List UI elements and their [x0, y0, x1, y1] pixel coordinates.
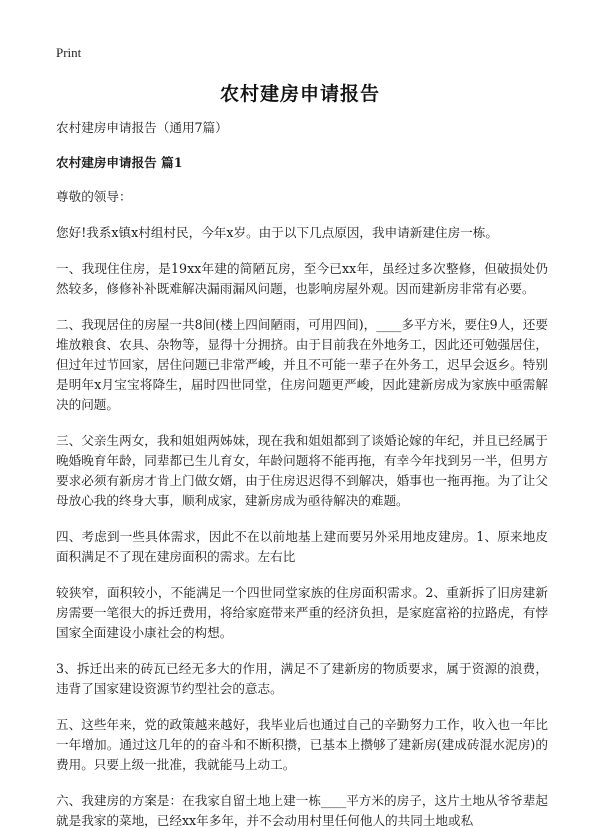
- paragraph-reason-2: 二、我现居住的房屋一共8间(楼上四间陋雨，可用四间)，____多平方米，要住9人，还要堆放粮食、农具、杂物等，显得十分拥挤。由于目前我在外地务工，因此还可勉强居住，但过年过节回家，居住问题已非常严峻，并且不可能一辈子在外务工，迟早会返乡。特别是明年x月宝宝将降生，届时四世同堂，住房问题更严峻，因此建新房成为家族中亟需解决的问题。: [56, 317, 548, 412]
- section-heading: 农村建房申请报告 篇1: [56, 155, 183, 170]
- print-link[interactable]: Print: [56, 45, 82, 60]
- paragraph-reason-3: 三、父亲生两女，我和姐姐两姊妹，现在我和姐姐都到了谈婚论嫁的年纪，并且已经属于晚婚晚育年龄，同辈都已生儿育女，年龄问题将不能再拖，有幸今年找到另一半，但男方要求必须有新房才肯上门做女婿，由于住房迟迟得不到解决，婚事也一拖再拖。为了让父母放心我的终身大事，顺利成家，建新房成为亟待解决的难题。: [56, 433, 548, 508]
- document-subtitle: 农村建房申请报告（通用7篇）: [56, 120, 228, 135]
- paragraph-reason-4: 四、考虑到一些具体需求，因此不在以前地基上建而要另外采用地皮建房。1、原来地皮面积满足不了现在建房面积的需求。左右比: [56, 529, 548, 564]
- paragraph-reason-4-point-3: 3、拆迁出来的砖瓦已经无多大的作用，满足不了建新房的物质要求，属于资源的浪费，违背了国家建设资源节约型社会的意志。: [56, 661, 548, 696]
- document-body: [56, 118, 548, 828]
- document-title: 农村建房申请报告: [219, 83, 380, 105]
- paragraph-intro: 您好!我系x镇x村组村民，今年x岁。由于以下几点原因，我申请新建住房一栋。: [56, 225, 498, 240]
- paragraph-reason-4-cont: 较狭窄，面积较小，不能满足一个四世同堂家族的住房面积需求。2、重新拆了旧房建新房需要一笔很大的拆迁费用，将给家庭带来严重的经济负担，是家庭富裕的拉路虎，有悖国家全面建设小康社会的构想。: [56, 585, 548, 640]
- paragraph-reason-5: 五、这些年来，党的政策越来越好，我毕业后也通过自己的辛勤努力工作，收入也一年比一年增加。通过这几年的的奋斗和不断积攒，已基本上攒够了建新房(建成砖混水泥房)的费用。只要上级一批准，我就能马上动工。: [56, 717, 548, 772]
- paragraph-reason-6: 六、我建房的方案是：在我家自留土地上建一栋____平方米的房子，这片土地从爷爷辈起就是我家的菜地，已经xx年多年，并不会动用村里任何他人的共同土地或私: [56, 793, 548, 828]
- greeting-line: 尊敬的领导：: [56, 189, 132, 204]
- paragraph-reason-1: 一、我现住住房，是19xx年建的简陋瓦房，至今已xx年，虽经过多次整修，但破损处仍然较多，修修补补既难解决漏雨漏风问题，也影响房屋外观。因而建新房非常有必要。: [56, 261, 548, 296]
